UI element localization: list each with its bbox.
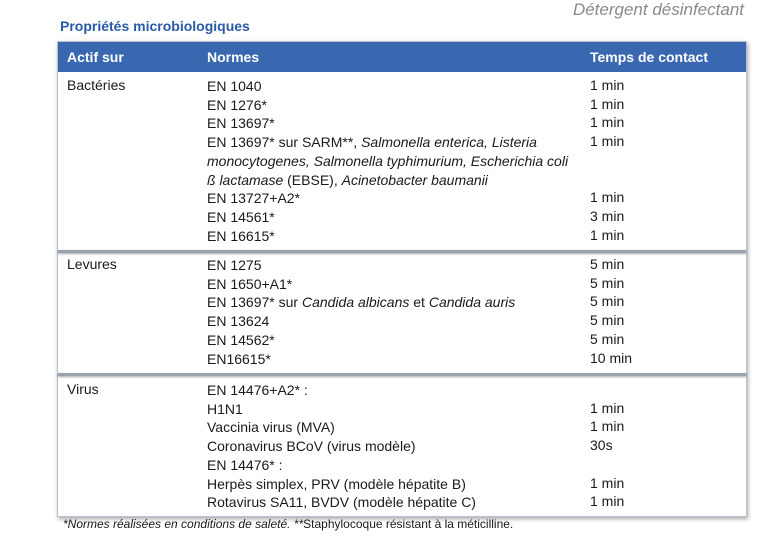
norme-cell: EN 13624 [207,313,270,330]
norme-cell-candida [207,293,577,312]
actif-cell: Levures [67,256,117,272]
temps-cell: 5 min [590,330,625,347]
norme-cell: H1N1 [207,400,243,417]
species-text: Acinetobacter baumanii [341,171,488,188]
norme-cell: EN 14476+A2* : [207,382,308,398]
temps-cell: 1 min [590,95,625,112]
norme-cell: EN 14562* [207,331,275,348]
actif-cell: Bactéries [67,77,126,93]
header-temps: Temps de contact [590,49,708,65]
actif-cell: Virus [67,381,99,397]
temps-cell: 1 min [590,77,625,93]
temps-cell: 1 min [590,226,625,243]
temps-cell: 5 min [590,274,625,291]
temps-cell: 1 min [590,493,625,510]
norme-cell: EN 14561* [207,208,275,225]
section-title: Propriétés microbiologiques [60,18,250,34]
norme-cell: EN 1650+A1* [207,275,293,292]
norme-cell: EN 13727+A2* [207,190,301,207]
table-header [58,42,746,72]
group-divider [58,250,746,253]
temps-cell: 5 min [590,256,625,272]
species-text: Candida albicans [301,294,410,311]
document-type-label: Détergent désinfectant [572,0,744,19]
norme-cell: Coronavirus BCoV (virus modèle) [207,438,416,455]
norme-text: EN 13697* sur [207,294,302,311]
temps-cell: 1 min [590,399,625,416]
temps-cell: 1 min [590,418,625,435]
norme-cell: Vaccinia virus (MVA) [207,419,335,436]
header-normes: Normes [207,49,260,65]
footnote-text: résistant à la méticilline. [382,517,514,531]
microbiology-table [57,41,747,517]
norme-cell: EN 14476* : [207,456,283,473]
norme-cell-sarm [207,133,577,189]
footnote-text: *Normes réalisées en conditions de saleté. ** [63,517,304,531]
footnote-text: Staphylocoque [303,517,383,531]
temps-cell: 30s [590,437,613,454]
norme-text: (EBSE), [283,171,342,188]
temps-cell: 10 min [590,349,633,366]
norme-cell: EN16615* [207,350,271,367]
norme-text: et [409,294,429,311]
temps-cell: 5 min [590,293,625,310]
norme-cell: EN 13697* [207,115,275,132]
temps-cell: 1 min [590,114,625,131]
norme-text: EN 13697* sur SARM**, [207,134,362,151]
norme-cell: EN 16615* [207,227,275,244]
norme-cell: EN 1040 [207,78,262,94]
species-text: Candida auris [428,294,516,311]
footnote [63,517,513,531]
temps-cell: 1 min [590,133,625,150]
temps-cell: 1 min [590,189,625,206]
header-actif: Actif sur [67,49,124,65]
temps-cell: 3 min [590,207,625,224]
norme-cell: Rotavirus SA11, BVDV (modèle hépatite C) [207,494,476,511]
norme-cell: EN 1275 [207,257,262,273]
temps-cell: 1 min [590,474,625,491]
temps-cell: 5 min [590,312,625,329]
norme-cell: EN 1276* [207,96,267,113]
species-text: Salmonella enterica, Listeria monocytogenes, Salmonella typhimurium, Escherichia coli ß lactamase [207,134,569,188]
norme-cell: Herpès simplex, PRV (modèle hépatite B) [207,475,466,492]
group-divider [58,373,746,376]
